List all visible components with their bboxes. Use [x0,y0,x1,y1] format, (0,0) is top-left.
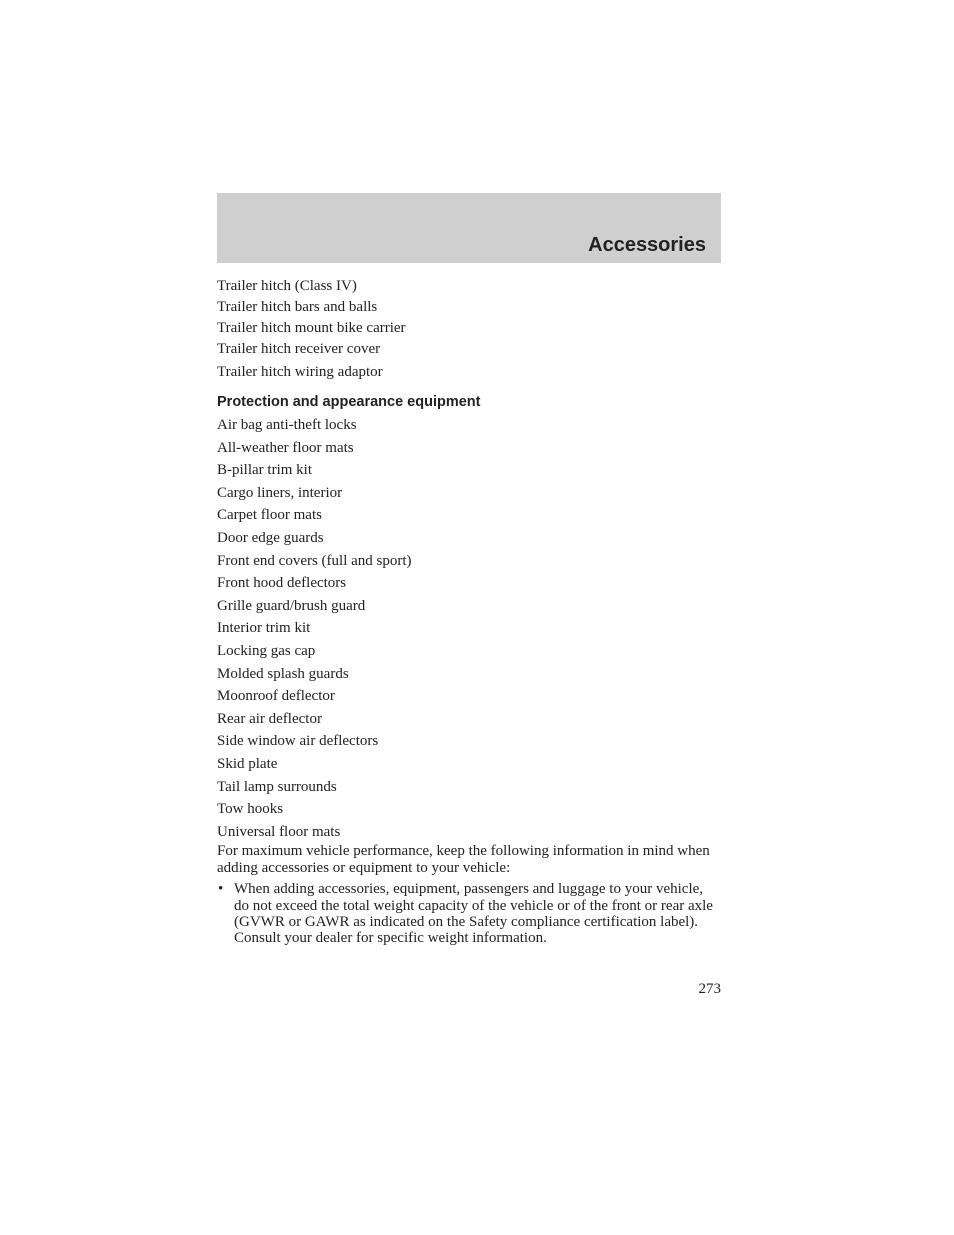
protection-heading: Protection and appearance equipment [217,394,481,410]
list-item: Carpet floor mats [217,507,322,524]
list-item: Door edge guards [217,529,324,546]
page-number: 273 [698,981,721,997]
list-item: Trailer hitch bars and balls [217,299,378,315]
list-item: Interior trim kit [217,620,311,637]
list-item: Grille guard/brush guard [217,597,366,614]
list-item: Tow hooks [217,801,284,818]
list-item: All-weather floor mats [217,439,354,456]
bullet-list [217,881,721,946]
section-header-band [217,193,721,263]
list-item: Skid plate [217,755,278,772]
list-item: Side window air deflectors [217,733,379,750]
list-item: Front hood deflectors [217,575,347,592]
section-title: Accessories [588,234,706,256]
list-item: Tail lamp surrounds [217,778,337,795]
bullet-text: When adding accessories, equipment, passengers and luggage to your vehicle, do not exceed the total weight capacity of the vehicle or of the front or rear axle (GVWR or GAWR as indicated on the Safety compliance certification label). Consult your dealer for specific weight information. [234,881,713,947]
list-item: Trailer hitch mount bike carrier [217,320,406,336]
hitch-accessory-list [217,276,721,383]
list-item: Air bag anti-theft locks [217,417,357,433]
list-item: B-pillar trim kit [217,462,312,479]
list-item: Locking gas cap [217,642,316,659]
list-item: Universal floor mats [217,823,341,840]
list-item: Trailer hitch receiver cover [217,341,381,357]
list-item: Moonroof deflector [217,688,335,705]
list-item: Molded splash guards [217,665,349,682]
protection-accessory-list [217,414,721,843]
intro-paragraph: For maximum vehicle performance, keep the following information in mind when adding accessories or equipment to your vehicle: [217,843,710,876]
list-item: Trailer hitch (Class IV) [217,278,357,294]
list-item: Trailer hitch wiring adaptor [217,364,383,380]
page-content [217,276,721,946]
bullet-icon: • [218,881,224,898]
list-item: Rear air deflector [217,710,322,727]
list-item: Front end covers (full and sport) [217,552,412,569]
bullet-item [217,881,721,946]
list-item: Cargo liners, interior [217,484,343,501]
